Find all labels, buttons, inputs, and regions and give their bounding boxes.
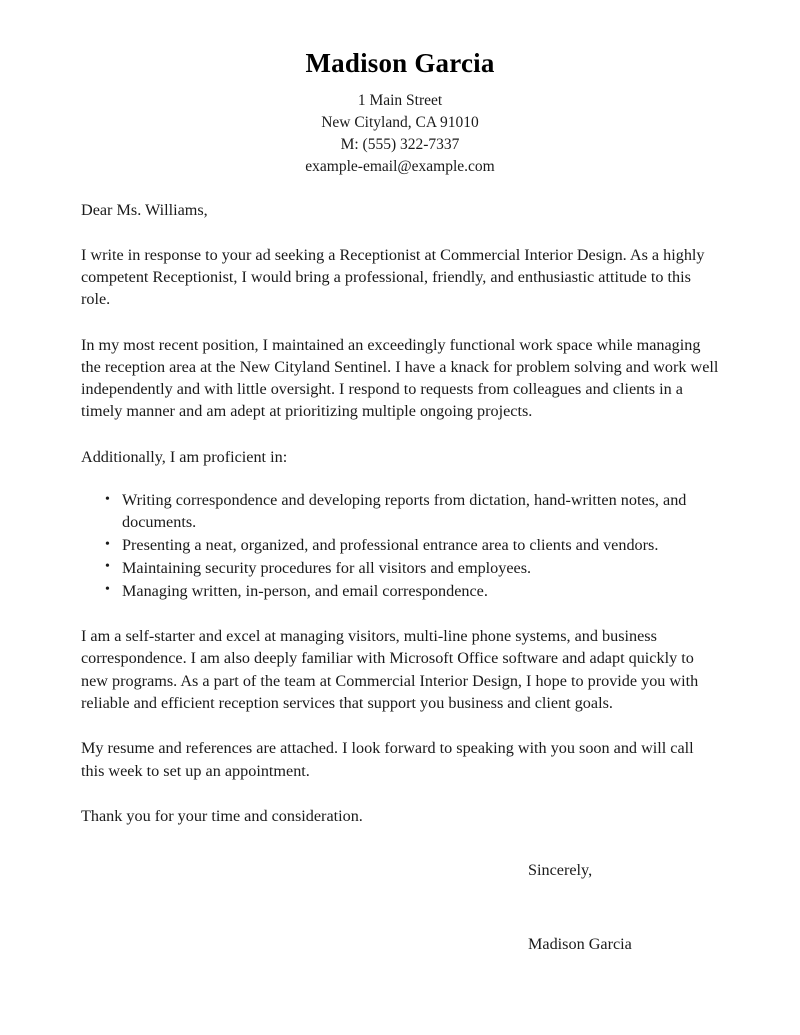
list-item-label: Maintaining security procedures for all visitors and employees.	[122, 558, 532, 577]
list-item-label: Managing written, in-person, and email correspondence.	[122, 581, 488, 600]
contact-city-state-zip: New Cityland, CA 91010	[321, 113, 479, 131]
paragraph-followup: My resume and references are attached. I look forward to speaking with you soon and will call this week to set up an appointment.	[81, 739, 694, 780]
paragraph-thanks: Thank you for your time and consideration.	[81, 806, 363, 825]
contact-phone: M: (555) 322-7337	[340, 135, 460, 153]
letter-body	[0, 178, 800, 827]
skills-list	[81, 489, 720, 602]
list-item-label: Presenting a neat, organized, and professional entrance area to clients and vendors.	[122, 536, 659, 555]
page-title: Madison Garcia	[305, 48, 495, 78]
list-item-label: Writing correspondence and developing reports from dictation, hand-written notes, and documents.	[122, 491, 687, 532]
paragraph-strengths: I am a self-starter and excel at managing visitors, multi-line phone systems, and business correspondence. I am also deeply familiar with Microsoft Office software and adapt quickly to new programs. As a part of the team at Commercial Interior Design, I hope to provide you with reliable and efficient reception services that support you business and client goals.	[81, 627, 699, 712]
list-item	[105, 489, 720, 534]
list-item	[105, 580, 720, 602]
contact-email: example-email@example.com	[305, 157, 495, 175]
paragraph-experience: In my most recent position, I maintained an exceedingly functional work space while managing the reception area at the New Cityland Sentinel. I have a knack for problem solving and work well independently and with little oversight. I respond to requests from colleagues and clients in a timely manner and am adept at prioritizing multiple ongoing projects.	[81, 335, 719, 421]
bullet-icon: •	[105, 536, 110, 552]
bullet-icon: •	[105, 559, 110, 575]
bullet-icon: •	[105, 582, 110, 598]
paragraph-intro: I write in response to your ad seeking a Receptionist at Commercial Interior Design. As a highly competent Receptionist, I would bring a professional, friendly, and enthusiastic attitude to this role.	[81, 245, 705, 309]
closing-salutation: Sincerely,	[528, 861, 593, 880]
contact-street-address: 1 Main Street	[357, 91, 443, 109]
letterhead	[0, 0, 800, 178]
list-item	[105, 534, 720, 556]
signature-name: Madison Garcia	[528, 935, 632, 954]
salutation: Dear Ms. Williams,	[81, 200, 208, 219]
skills-list-intro: Additionally, I am proficient in:	[81, 447, 288, 466]
bullet-icon: •	[105, 491, 110, 507]
list-item	[105, 557, 720, 579]
closing-block	[0, 850, 800, 955]
